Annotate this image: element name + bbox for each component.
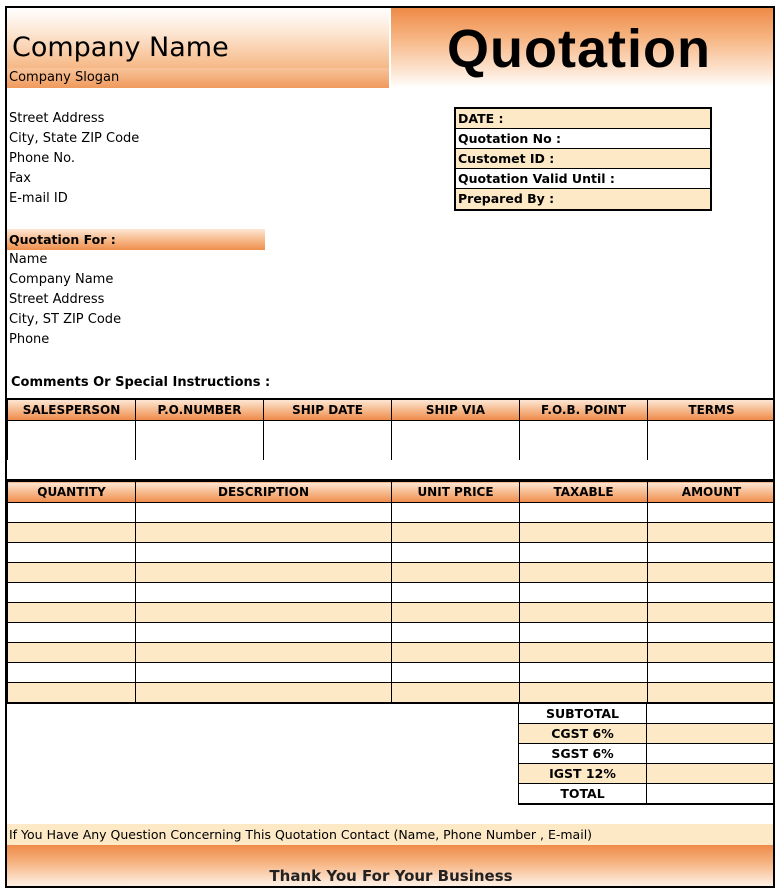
cell-description[interactable] — [136, 543, 392, 563]
cell-taxable[interactable] — [520, 603, 648, 623]
cell-taxable[interactable] — [520, 523, 648, 543]
totals-value[interactable] — [647, 724, 776, 744]
cell-description[interactable] — [136, 503, 392, 523]
cell-unit-price[interactable] — [392, 623, 520, 643]
sender-street[interactable]: Street Address — [9, 111, 105, 126]
document-title: Quotation — [447, 19, 711, 79]
totals-value[interactable] — [647, 764, 776, 784]
cell-quantity[interactable] — [8, 603, 136, 623]
company-slogan[interactable]: Company Slogan — [7, 68, 389, 88]
info-valid-until[interactable]: Quotation Valid Until : — [456, 169, 710, 189]
cell-taxable[interactable] — [520, 643, 648, 663]
col-description: DESCRIPTION — [136, 482, 392, 503]
table-row — [8, 543, 776, 563]
cell-amount[interactable] — [648, 603, 776, 623]
totals-label: SGST 6% — [519, 744, 647, 764]
totals-row — [519, 724, 776, 744]
items-body — [8, 503, 776, 703]
totals-label: CGST 6% — [519, 724, 647, 744]
cell-amount[interactable] — [648, 503, 776, 523]
cell-amount[interactable] — [648, 623, 776, 643]
quotation-for-label: Quotation For : — [7, 229, 265, 250]
table-row — [8, 683, 776, 703]
cell-amount[interactable] — [648, 583, 776, 603]
totals-label: TOTAL — [519, 784, 647, 804]
cell-terms[interactable] — [648, 420, 776, 461]
cell-unit-price[interactable] — [392, 683, 520, 703]
client-street[interactable]: Street Address — [9, 292, 105, 307]
cell-taxable[interactable] — [520, 663, 648, 683]
col-taxable: TAXABLE — [520, 482, 648, 503]
table-row — [8, 563, 776, 583]
cell-amount[interactable] — [648, 643, 776, 663]
company-name[interactable]: Company Name — [7, 8, 389, 68]
cell-quantity[interactable] — [8, 663, 136, 683]
col-amount: AMOUNT — [648, 482, 776, 503]
cell-fob-point[interactable] — [520, 420, 648, 461]
col-quantity: QUANTITY — [8, 482, 136, 503]
totals-value[interactable] — [647, 704, 776, 724]
cell-unit-price[interactable] — [392, 643, 520, 663]
cell-unit-price[interactable] — [392, 603, 520, 623]
cell-ship-via[interactable] — [392, 420, 520, 461]
thanks-banner — [7, 845, 775, 888]
col-terms: TERMS — [648, 399, 776, 420]
sender-city-state-zip[interactable]: City, State ZIP Code — [9, 131, 140, 146]
totals-label: IGST 12% — [519, 764, 647, 784]
comments-label: Comments Or Special Instructions : — [11, 375, 271, 390]
cell-description[interactable] — [136, 603, 392, 623]
table-row — [8, 523, 776, 543]
cell-unit-price[interactable] — [392, 543, 520, 563]
shipping-value-row — [8, 420, 776, 461]
quotation-info-table — [454, 107, 712, 211]
totals-value[interactable] — [647, 744, 776, 764]
cell-taxable[interactable] — [520, 503, 648, 523]
sender-phone[interactable]: Phone No. — [9, 151, 75, 166]
client-name[interactable]: Name — [9, 252, 48, 267]
title-banner — [391, 8, 775, 88]
table-row — [8, 503, 776, 523]
cell-quantity[interactable] — [8, 583, 136, 603]
col-po-number: P.O.NUMBER — [136, 399, 264, 420]
table-row — [8, 643, 776, 663]
info-date[interactable]: DATE : — [456, 109, 710, 129]
cell-description[interactable] — [136, 583, 392, 603]
totals-row — [519, 744, 776, 764]
cell-description[interactable] — [136, 643, 392, 663]
cell-amount[interactable] — [648, 663, 776, 683]
info-prepared-by[interactable]: Prepared By : — [456, 189, 710, 209]
cell-taxable[interactable] — [520, 543, 648, 563]
shipping-table — [7, 398, 775, 462]
sender-email[interactable]: E-mail ID — [9, 191, 68, 206]
cell-unit-price[interactable] — [392, 523, 520, 543]
cell-quantity[interactable] — [8, 523, 136, 543]
cell-amount[interactable] — [648, 523, 776, 543]
col-unit-price: UNIT PRICE — [392, 482, 520, 503]
shipping-header-row — [8, 399, 776, 420]
cell-description[interactable] — [136, 523, 392, 543]
table-row — [8, 623, 776, 643]
sender-fax[interactable]: Fax — [9, 171, 31, 186]
cell-unit-price[interactable] — [392, 563, 520, 583]
cell-taxable[interactable] — [520, 563, 648, 583]
cell-quantity[interactable] — [8, 683, 136, 703]
totals-table — [518, 703, 775, 805]
totals-body — [519, 704, 776, 804]
company-header — [7, 8, 389, 88]
table-row — [8, 603, 776, 623]
cell-quantity[interactable] — [8, 503, 136, 523]
cell-description[interactable] — [136, 623, 392, 643]
cell-description[interactable] — [136, 563, 392, 583]
cell-quantity[interactable] — [8, 563, 136, 583]
cell-ship-date[interactable] — [264, 420, 392, 461]
quotation-sheet — [5, 6, 775, 888]
col-ship-date: SHIP DATE — [264, 399, 392, 420]
totals-label: SUBTOTAL — [519, 704, 647, 724]
client-company[interactable]: Company Name — [9, 272, 114, 287]
client-city-state-zip[interactable]: City, ST ZIP Code — [9, 312, 122, 327]
cell-taxable[interactable] — [520, 623, 648, 643]
cell-taxable[interactable] — [520, 683, 648, 703]
cell-quantity[interactable] — [8, 543, 136, 563]
info-quotation-no[interactable]: Quotation No : — [456, 129, 710, 149]
cell-quantity[interactable] — [8, 643, 136, 663]
client-phone[interactable]: Phone — [9, 332, 50, 347]
totals-row — [519, 784, 776, 804]
totals-value[interactable] — [647, 784, 776, 804]
cell-unit-price[interactable] — [392, 503, 520, 523]
cell-amount[interactable] — [648, 563, 776, 583]
cell-taxable[interactable] — [520, 583, 648, 603]
items-header-row — [8, 482, 776, 503]
spacer-row — [7, 460, 775, 481]
cell-unit-price[interactable] — [392, 663, 520, 683]
col-salesperson: SALESPERSON — [8, 399, 136, 420]
col-fob-point: F.O.B. POINT — [520, 399, 648, 420]
table-row — [8, 663, 776, 683]
contact-line: If You Have Any Question Concerning This Quotation Contact (Name, Phone Number , E-mail) — [7, 824, 775, 845]
cell-amount[interactable] — [648, 543, 776, 563]
info-customer-id[interactable]: Customet ID : — [456, 149, 710, 169]
table-row — [8, 583, 776, 603]
cell-description[interactable] — [136, 683, 392, 703]
totals-row — [519, 704, 776, 724]
cell-po-number[interactable] — [136, 420, 264, 461]
cell-unit-price[interactable] — [392, 583, 520, 603]
thanks-text: Thank You For Your Business — [269, 867, 513, 885]
items-table — [7, 481, 775, 704]
cell-description[interactable] — [136, 663, 392, 683]
cell-amount[interactable] — [648, 683, 776, 703]
cell-quantity[interactable] — [8, 623, 136, 643]
totals-row — [519, 764, 776, 784]
col-ship-via: SHIP VIA — [392, 399, 520, 420]
cell-salesperson[interactable] — [8, 420, 136, 461]
